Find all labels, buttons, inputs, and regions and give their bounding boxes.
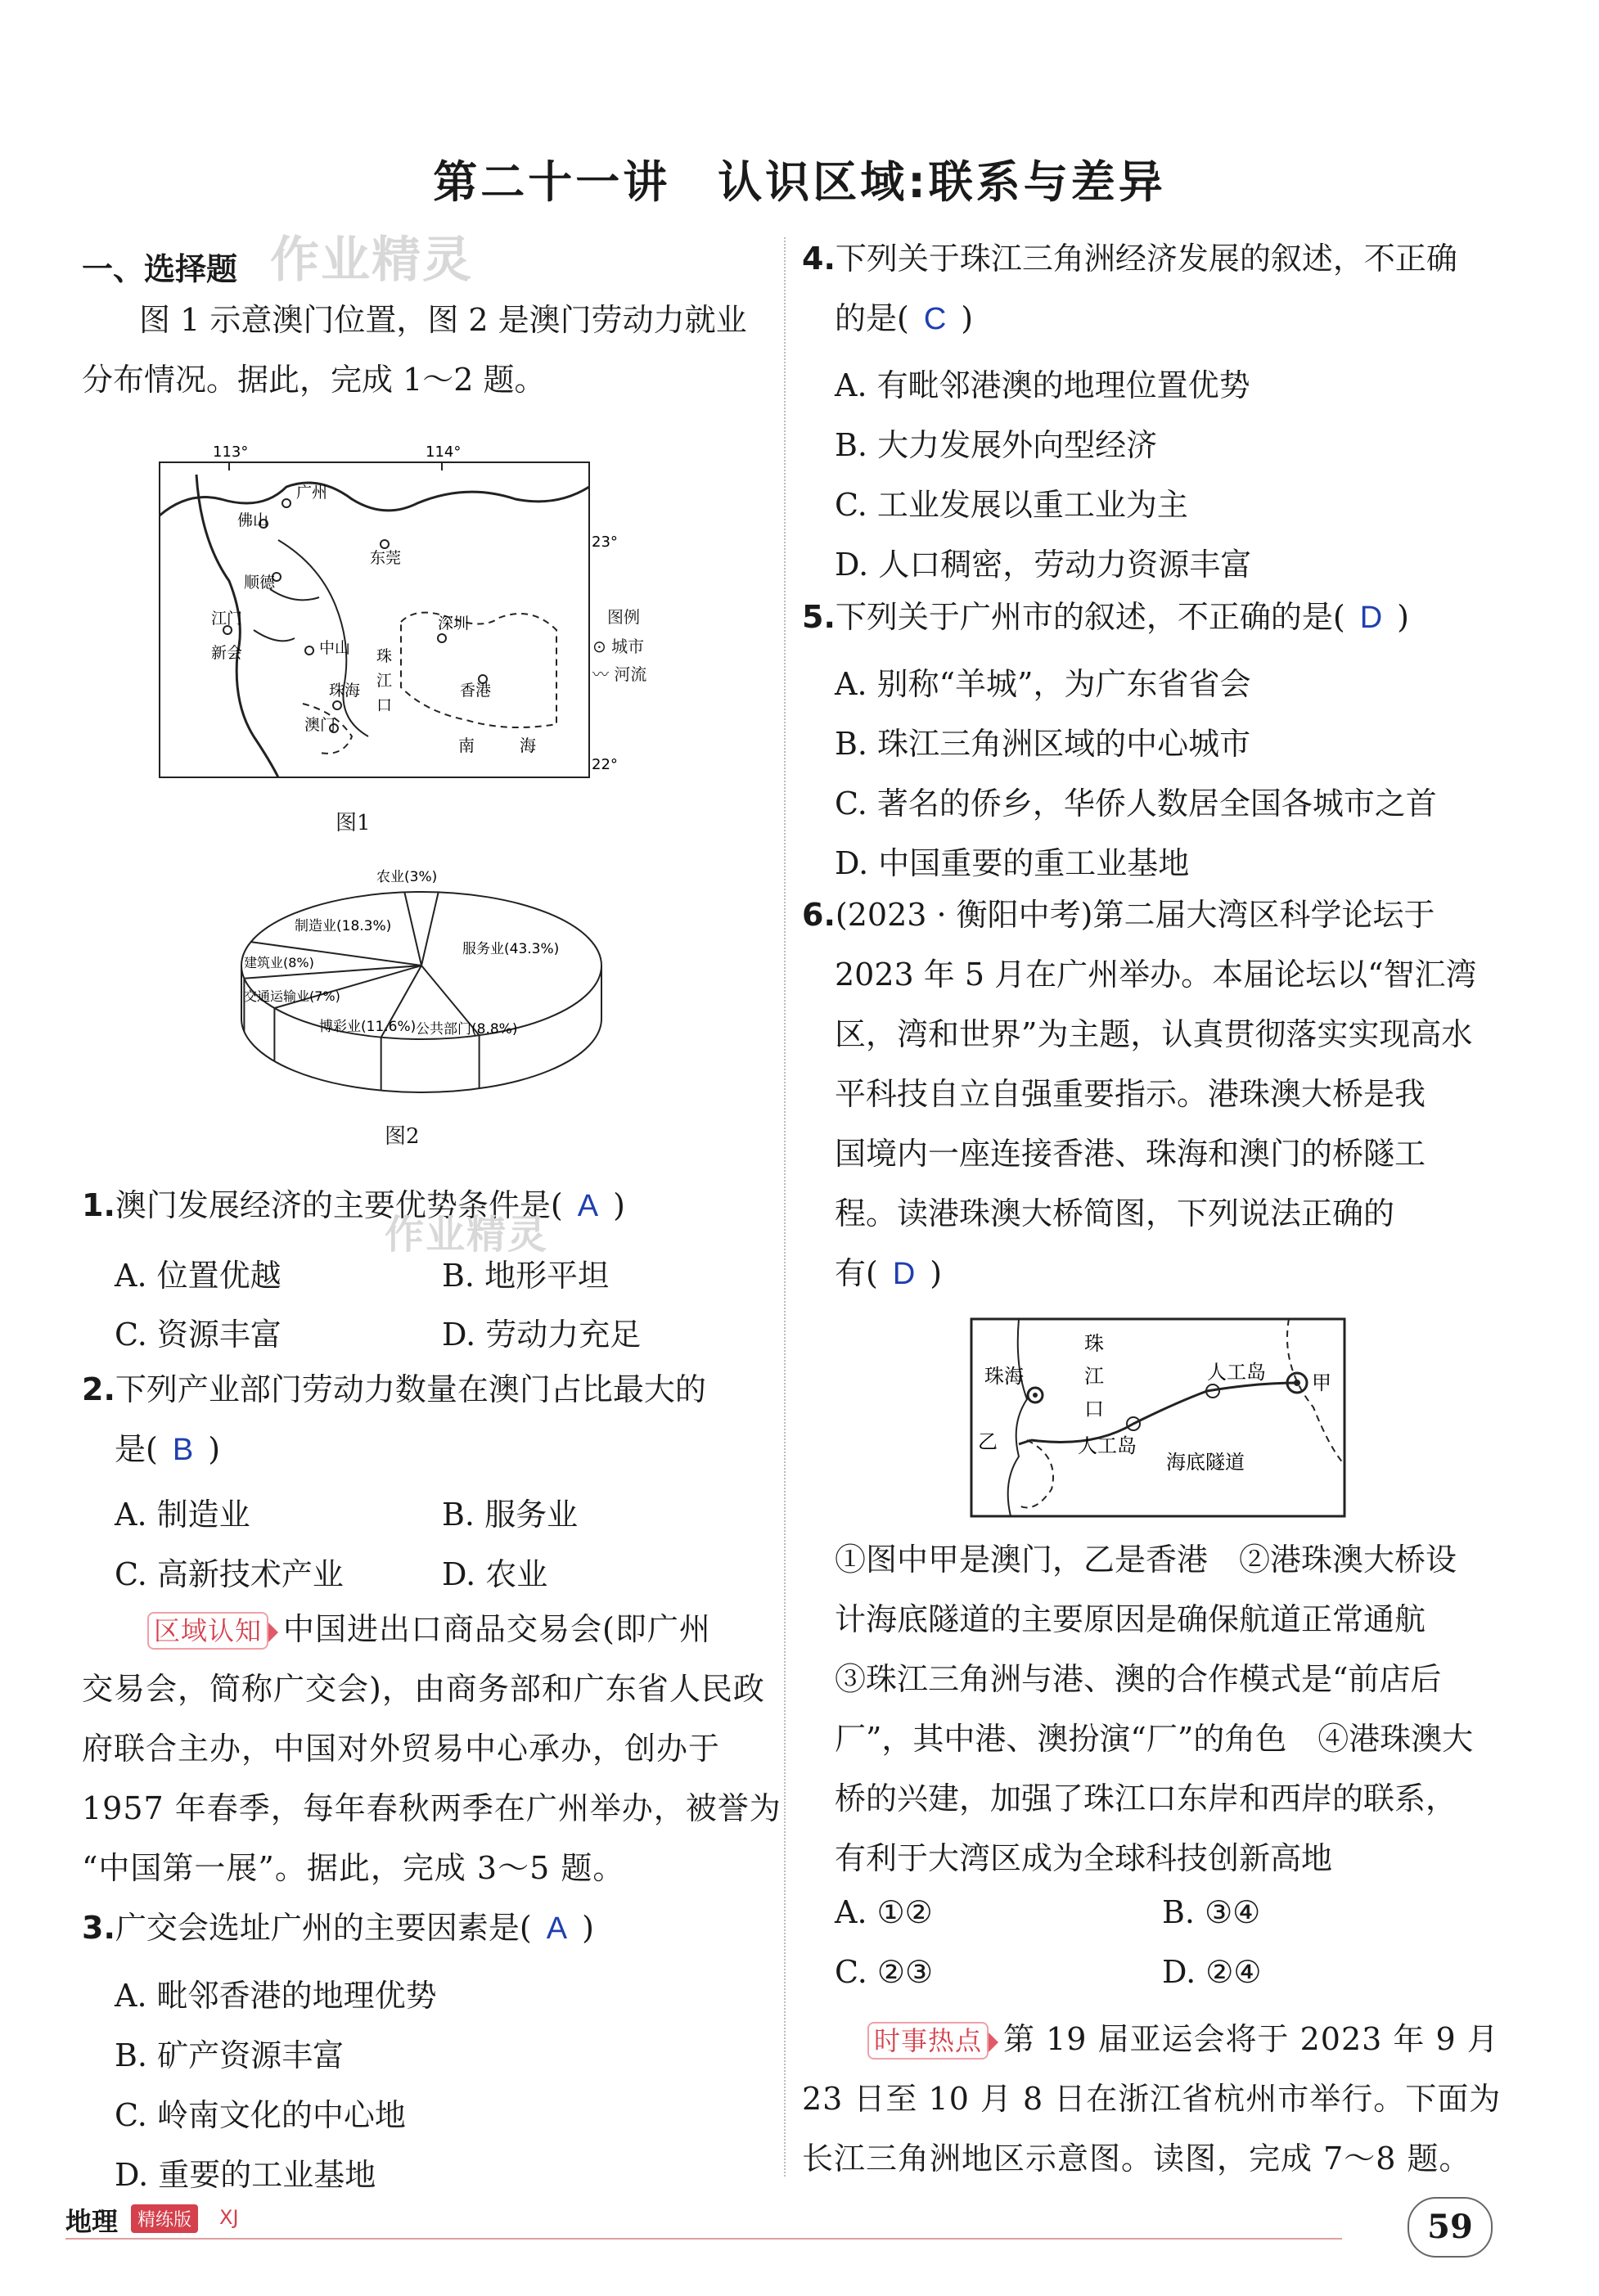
footer-line — [65, 2238, 1342, 2240]
place-shenzhen: 深圳 — [438, 615, 470, 633]
q1-option-b: B. 地形平坦 — [442, 1258, 610, 1294]
figure-1-caption: 图1 — [336, 811, 371, 835]
bridge-tunnel: 海底隧道 — [1166, 1451, 1245, 1474]
q6-option-c: C. ②③ — [835, 1954, 934, 1990]
bridge-river: 江 — [1084, 1365, 1104, 1388]
tag-arrow-icon — [268, 1623, 278, 1642]
place-foshan: 佛山 — [237, 511, 269, 529]
answer-4: C — [923, 302, 947, 336]
q6-option-d: D. ②④ — [1162, 1954, 1262, 1990]
question-4: 4.下列关于珠江三角洲经济发展的叙述，不正确 的是( C ) — [802, 241, 1457, 336]
watermark: 作业精灵 — [270, 232, 473, 289]
page-title: 第二十一讲 认识区域:联系与差异 — [433, 156, 1166, 208]
q5-option-c: C. 著名的侨乡，华侨人数居全国各城市之首 — [835, 786, 1437, 822]
intro-3: 时事热点 第 19 届亚运会将于 2023 年 9 月 23 日至 10 月 8 日在浙江省杭州市举行。下面为 长江三角洲地区示意图。读图，完成 7～8 题。 — [802, 2021, 1502, 2177]
legend-river: 〰 河流 — [592, 664, 647, 684]
bridge-island-east: 人工岛 — [1207, 1361, 1266, 1384]
answer-1: A — [577, 1189, 599, 1223]
question-1: 1.澳门发展经济的主要优势条件是( A ) — [82, 1187, 625, 1223]
lat-23-label: 23° — [592, 533, 618, 551]
q4-option-b: B. 大力发展外向型经济 — [835, 427, 1158, 463]
place-jiangmen: 江门 — [211, 610, 243, 628]
place-dongguan: 东莞 — [370, 549, 402, 567]
bridge-river: 珠 — [1084, 1332, 1104, 1355]
pie-label-gambling: 博彩业(11.6%) — [319, 1019, 417, 1035]
bridge-yi: 乙 — [978, 1430, 998, 1453]
q5-option-b: B. 珠江三角洲区域的中心城市 — [835, 726, 1251, 762]
river-symbol-icon: 〰 — [592, 664, 609, 684]
column-divider — [784, 237, 786, 2177]
place-zhongshan: 中山 — [319, 639, 351, 657]
water-label: 珠 — [376, 647, 393, 665]
figure-2-pie — [221, 863, 630, 1117]
intro-1-line: 分布情况。据此，完成 1～2 题。 — [82, 362, 546, 398]
tag-regional-cognition: 区域认知 — [147, 1612, 268, 1650]
pie-label-manufacturing: 制造业(18.3%) — [295, 918, 392, 934]
q4-option-a: A. 有毗邻港澳的地理位置优势 — [835, 367, 1250, 403]
section-heading: 一、选择题 — [82, 251, 238, 287]
footer-badge: 精练版 — [131, 2204, 198, 2233]
q3-option-a: A. 毗邻香港的地理优势 — [115, 1978, 437, 2014]
pie-label-transport: 交通运输业(7%) — [244, 988, 340, 1004]
place-macau: 澳门 — [304, 716, 336, 734]
place-hongkong: 香港 — [460, 682, 492, 700]
pie-label-agriculture: 农业(3%) — [376, 869, 438, 885]
q4-option-c: C. 工业发展以重工业为主 — [835, 487, 1188, 523]
question-6: 6.(2023 · 衡阳中考)第二届大湾区科学论坛于 2023 年 5 月在广州举办。本届论坛以“智汇湾 区，湾和世界”为主题，认真贯彻落实实现高水 平科技自立自强重要指示。港珠澳大桥是我 国境内一座连接香港、珠海和澳门的桥隧工 程。读港珠澳大桥简图，下列说法正确的 有( D ) — [802, 897, 1477, 1291]
pie-label-services: 服务业(43.3%) — [462, 941, 560, 957]
sea-label: 海 — [520, 736, 536, 755]
answer-6: D — [892, 1257, 916, 1291]
question-5: 5.下列关于广州市的叙述，不正确的是( D ) — [802, 599, 1409, 635]
water-label: 江 — [376, 672, 393, 690]
answer-3: A — [546, 1911, 568, 1946]
q2-option-c: C. 高新技术产业 — [115, 1556, 344, 1592]
bridge-map — [970, 1317, 1346, 1518]
water-label: 口 — [376, 696, 393, 714]
place-guangzhou: 广州 — [296, 484, 328, 502]
page-number: 59 — [1408, 2197, 1493, 2258]
q6-statements: ①图中甲是澳门，乙是香港 ②港珠澳大桥设 计海底隧道的主要原因是确保航道正常通航 ③珠江三角洲与港、澳的合作模式是“前店后 厂”，其中港、澳扮演“厂”的角色 ④港珠澳大 桥的兴建，加强了珠江口东岸和西岸的联系， 有利于大湾区成为全球科技创新高地 — [835, 1542, 1474, 1876]
answer-2: B — [172, 1433, 194, 1467]
question-2: 2.下列产业部门劳动力数量在澳门占比最大的 是( B ) — [82, 1371, 706, 1467]
answer-5: D — [1359, 601, 1383, 635]
q2-option-b: B. 服务业 — [442, 1497, 579, 1533]
intro-2: 区域认知 中国进出口商品交易会(即广州 交易会，简称广交会)，由商务部和广东省人民政 府联合主办，中国对外贸易中心承办，创办于 1957 年春季，每年春秋两季在广州举办，被誉为 “中国第一展”。据此，完成 3～5 题。 — [82, 1611, 781, 1886]
q5-option-a: A. 别称“羊城”，为广东省省会 — [835, 666, 1251, 702]
q3-option-b: B. 矿产资源丰富 — [115, 2037, 345, 2073]
figure-1-map — [155, 442, 618, 802]
figure-2-caption: 图2 — [385, 1124, 420, 1149]
q5-option-d: D. 中国重要的重工业基地 — [835, 845, 1190, 881]
sea-label: 南 — [458, 736, 475, 755]
pie-label-public: 公共部门(8.8%) — [416, 1021, 518, 1038]
place-xinhui: 新会 — [211, 644, 243, 662]
q2-option-a: A. 制造业 — [115, 1497, 250, 1533]
lon-113-label: 113° — [213, 443, 249, 461]
place-zhuhai: 珠海 — [329, 682, 361, 700]
q6-option-b: B. ③④ — [1162, 1894, 1261, 1930]
bridge-jia: 甲 — [1312, 1371, 1331, 1394]
intro-1-line: 图 1 示意澳门位置，图 2 是澳门劳动力就业 — [139, 302, 747, 338]
q1-option-a: A. 位置优越 — [115, 1258, 282, 1294]
tag-arrow-icon — [989, 2033, 998, 2052]
q1-option-d: D. 劳动力充足 — [442, 1317, 642, 1353]
q1-option-c: C. 资源丰富 — [115, 1317, 282, 1353]
bridge-map-frame — [971, 1319, 1345, 1516]
footer-subject: 地理 — [65, 2206, 119, 2237]
city-symbol-icon: ⊙ — [592, 637, 606, 656]
footer-code: XJ — [219, 2206, 239, 2229]
bridge-river: 口 — [1084, 1398, 1104, 1420]
pie-label-construction: 建筑业(8%) — [244, 955, 314, 970]
intro-1 — [82, 290, 786, 410]
bridge-island-west: 人工岛 — [1078, 1434, 1137, 1457]
q4-option-d: D. 人口稠密，劳动力资源丰富 — [835, 547, 1252, 583]
tag-current-events: 时事热点 — [867, 2022, 989, 2060]
place-shunde: 顺德 — [244, 574, 276, 592]
q3-option-c: C. 岭南文化的中心地 — [115, 2097, 406, 2133]
q6-option-a: A. ①② — [835, 1894, 933, 1930]
lat-22-label: 22° — [592, 756, 618, 773]
question-3: 3.广交会选址广州的主要因素是( A ) — [82, 1910, 594, 1946]
q2-option-d: D. 农业 — [442, 1556, 548, 1592]
legend-city: ⊙ 城市 — [592, 637, 645, 656]
bridge-zhuhai: 珠海 — [984, 1365, 1024, 1388]
legend-title: 图例 — [607, 607, 640, 627]
q3-option-d: D. 重要的工业基地 — [115, 2157, 376, 2193]
watermark: 作业精灵 — [385, 1212, 549, 1258]
lon-114-label: 114° — [426, 443, 462, 461]
